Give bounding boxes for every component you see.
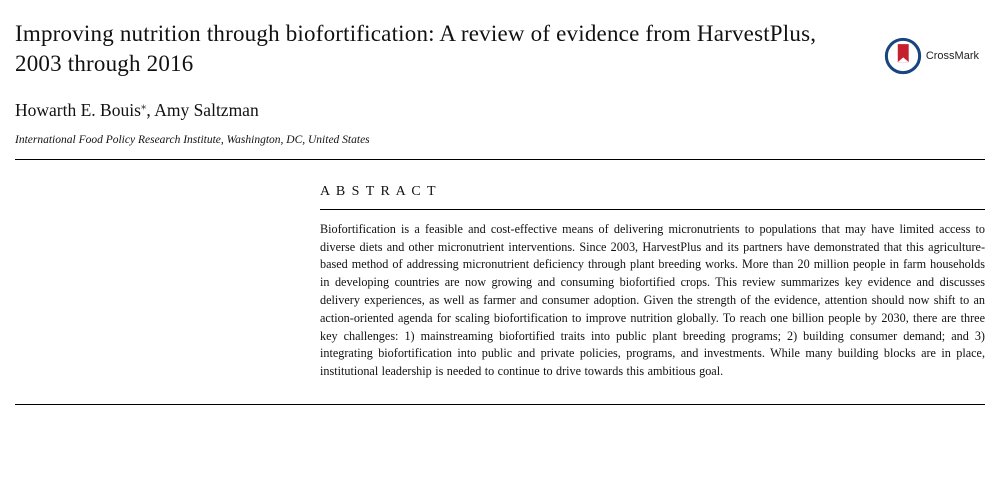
crossmark-label: CrossMark: [925, 50, 979, 62]
paper-title: Improving nutrition through biofortification: A review of evidence from HarvestPlus, 2003 through 2016: [15, 21, 817, 76]
abstract-heading-divider: [320, 209, 985, 210]
crossmark-icon: [884, 37, 922, 75]
crossmark-badge[interactable]: [884, 37, 979, 75]
corresponding-author-mark: ⁎: [140, 100, 147, 112]
abstract-column: [320, 160, 985, 381]
author-separator: ,: [146, 99, 155, 120]
paper-header: [15, 0, 985, 79]
affiliation: International Food Policy Research Institute, Washington, DC, United States: [15, 133, 370, 146]
author-line: [15, 95, 985, 121]
author-name-2: Amy Saltzman: [154, 99, 259, 120]
left-column-spacer: [15, 160, 320, 381]
divider-bottom: [15, 404, 985, 405]
abstract-heading: A B S T R A C T: [320, 183, 438, 199]
abstract-section: [15, 160, 985, 381]
author-name-1: Howarth E. Bouis: [15, 99, 141, 120]
abstract-text: Biofortification is a feasible and cost-effective means of delivering micronutrients to populations that may have limited access to diverse diets and other micronutrient interventions. Since 2003, HarvestPlus and its partners have demonstrated that this agriculture-based method of addressing micronutrient deficiency through plant breeding works. More than 20 million people in farm households in developing countries are now growing and consuming biofortified crops. This review summarizes key evidence and discusses delivery experiences, as well as farmer and consumer adoption. Given the strength of the evidence, attention should now shift to an action-oriented agenda for scaling biofortification to improve nutrition globally. To reach one billion people by 2030, there are three key challenges: 1) mainstreaming biofortified traits into public plant breeding programs; 2) building consumer demand; and 3) integrating biofortification into public and private policies, programs, and investments. While many building blocks are in place, institutional leadership is needed to continue to drive towards this ambitious goal.: [320, 221, 985, 379]
